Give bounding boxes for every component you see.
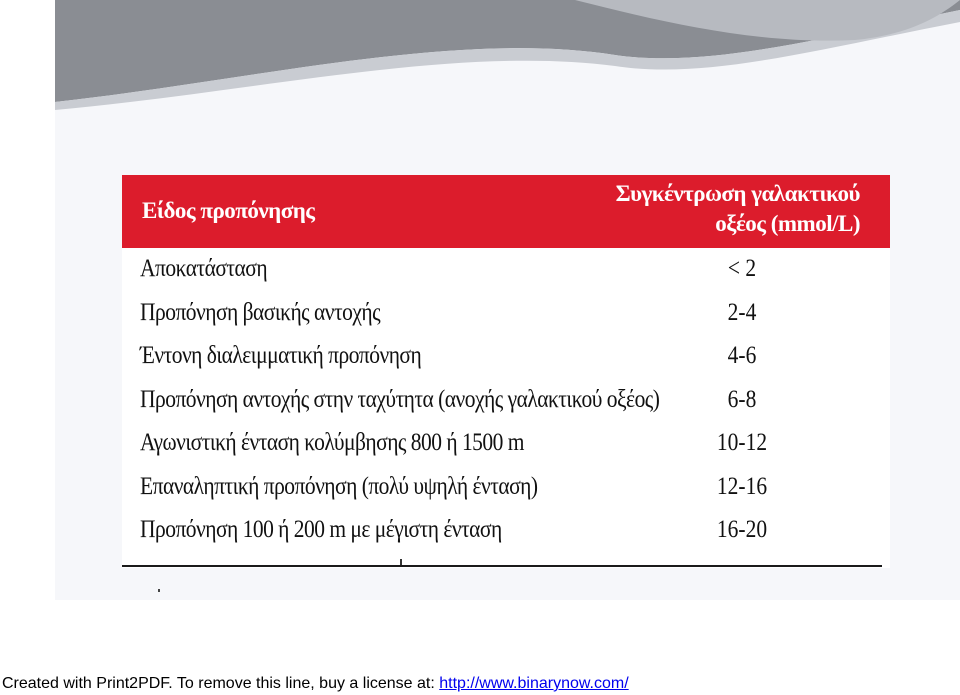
lactate-value-cell: 4-6 — [727, 342, 757, 369]
header-concentration-line1: Συγκέντρωση γαλακτικού — [615, 181, 860, 206]
table-row — [122, 379, 890, 423]
lactate-table — [122, 175, 890, 568]
table-row — [122, 292, 890, 336]
slide-top-decoration — [55, 0, 960, 110]
table-row — [122, 466, 890, 510]
training-type-cell: Προπόνηση αντοχής στην ταχύτητα (ανοχής γαλακτικού οξέος) — [140, 385, 660, 413]
table-row — [122, 335, 890, 379]
training-type-cell: Προπόνηση βασικής αντοχής — [140, 298, 381, 326]
training-type-cell: Αποκατάσταση — [140, 255, 268, 282]
training-type-cell: Έντονη διαλειμματική προπόνηση — [140, 342, 422, 369]
training-type-cell: Αγωνιστική ένταση κολύμβησης 800 ή 1500 m — [140, 429, 524, 456]
table-row — [122, 509, 890, 553]
lactate-value-cell: 2-4 — [727, 298, 757, 326]
table-row — [122, 248, 890, 292]
lactate-value-cell: 12-16 — [716, 472, 768, 500]
table-bottom-rule — [122, 565, 882, 567]
table-tick-mark — [400, 559, 402, 565]
footer-text: Created with Print2PDF. To remove this line, buy a license at: — [2, 675, 440, 692]
print2pdf-footer — [0, 672, 960, 695]
header-concentration-line2: οξέος (mmol/L) — [715, 211, 860, 236]
lactate-value-cell: < 2 — [727, 255, 757, 282]
lactate-value-cell: 10-12 — [716, 429, 768, 456]
footer-license-link[interactable]: http://www.binarynow.com/ — [439, 675, 629, 692]
training-type-cell: Προπόνηση 100 ή 200 m με μέγιστη ένταση — [140, 516, 502, 543]
lactate-value-cell: 16-20 — [716, 516, 768, 543]
lactate-value-cell: 6-8 — [727, 385, 757, 413]
header-lactate-concentration — [600, 179, 860, 239]
table-row — [122, 422, 890, 466]
table-header — [122, 175, 890, 248]
table-body — [122, 248, 890, 553]
header-training-type: Είδος προπόνησης — [142, 198, 315, 223]
scan-artifact — [158, 589, 160, 592]
training-type-cell: Επαναληπτική προπόνηση (πολύ υψηλή ένταση) — [140, 472, 538, 500]
